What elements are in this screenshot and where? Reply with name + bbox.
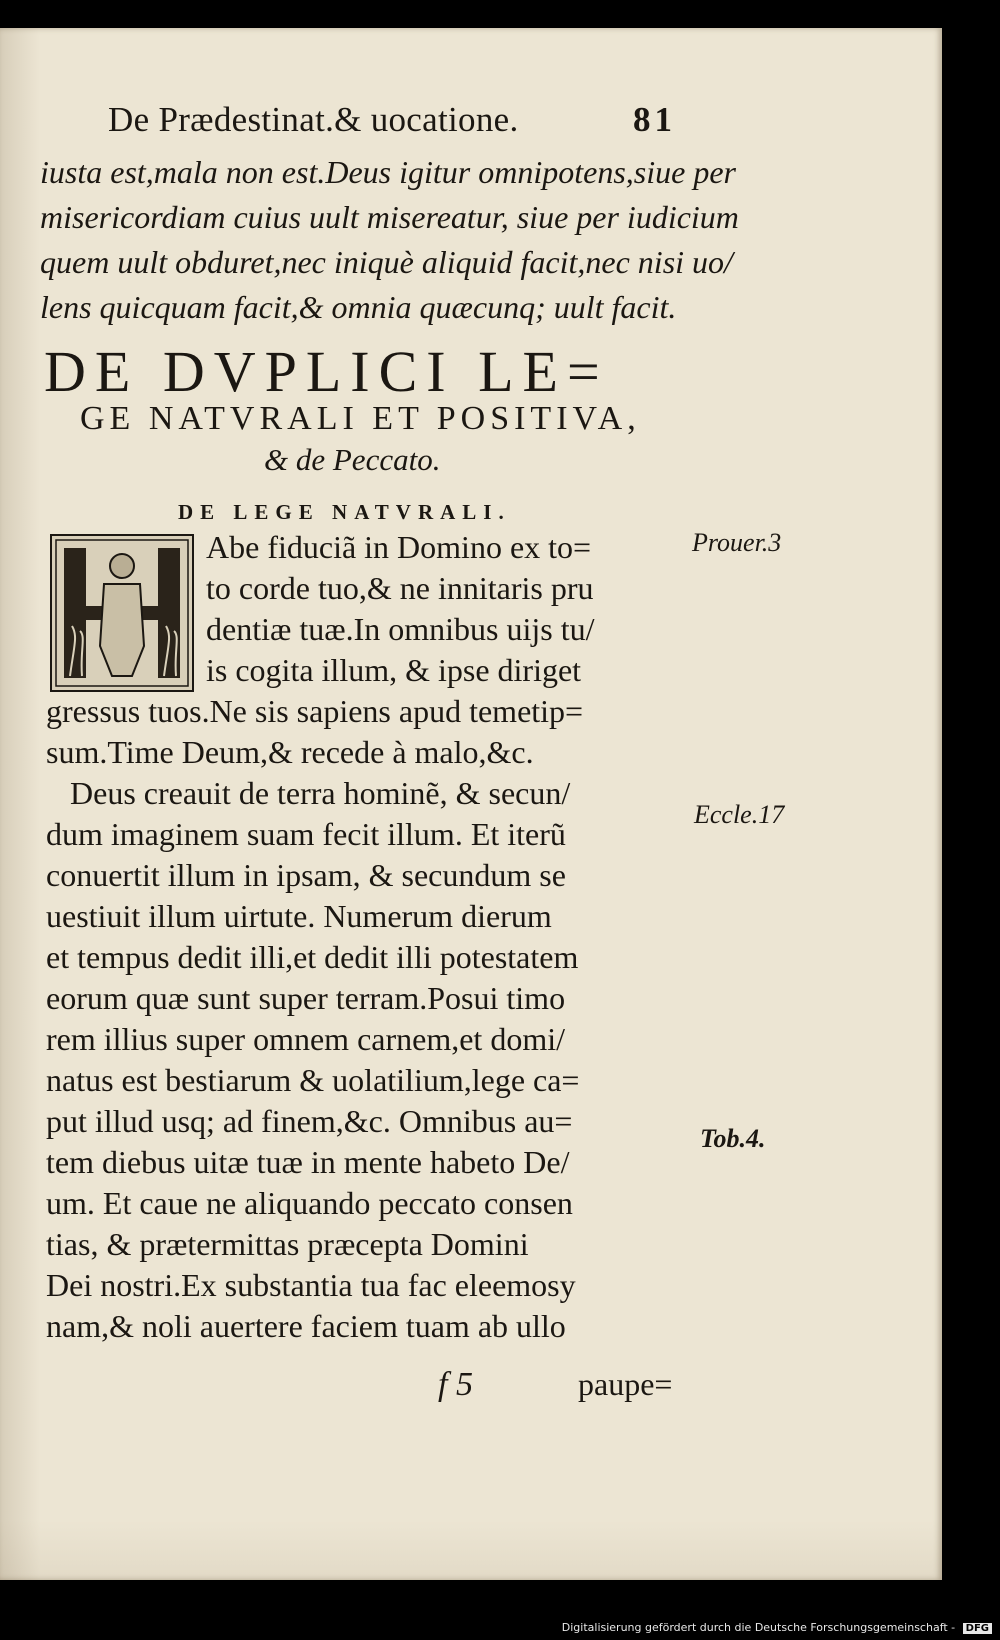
text-line: dum imaginem suam fecit illum. Et iterũ <box>46 816 566 852</box>
text-line: Dei nostri.Ex substantia tua fac eleemosy <box>46 1267 576 1303</box>
intro-paragraph <box>40 150 739 330</box>
chapter-title-line3: & de Peccato. <box>264 442 441 477</box>
text-line: uestiuit illum uirtute. Numerum dierum <box>46 898 552 934</box>
text-line: Abe fiduciã in Domino ex to= <box>206 529 592 565</box>
text-line: to corde tuo,& ne innitaris pru <box>206 570 594 606</box>
digitization-credit <box>562 1621 992 1634</box>
chapter-title-line1: DE DVPLICI LE= <box>44 339 609 404</box>
section-subtitle: DE LEGE NATVRALI. <box>178 500 511 524</box>
catchword: paupe= <box>578 1366 673 1402</box>
text-line: quem uult obduret,nec iniquè aliquid facit,nec nisi uo/ <box>40 244 733 280</box>
text-line: eorum quæ sunt super terram.Posui timo <box>46 980 566 1016</box>
text-line: tias, & prætermittas præcepta Domini <box>46 1226 529 1262</box>
page-number: 81 <box>633 100 676 139</box>
text-line: Deus creauit de terra hominẽ, & secun/ <box>46 775 571 811</box>
text-line: dentiæ tuæ.In omnibus uijs tu/ <box>206 611 595 647</box>
signature-mark: f 5 <box>438 1366 473 1403</box>
text-line: put illud usq; ad finem,&c. Omnibus au= <box>46 1103 573 1139</box>
running-head: De Prædestinat.& uocatione. <box>108 100 519 139</box>
chapter-title-line2: GE NATVRALI ET POSITIVA, <box>80 400 641 437</box>
text-line: natus est bestiarum & uolatilium,lege ca= <box>46 1062 580 1098</box>
body-paragraph <box>46 691 583 1347</box>
woodcut-figure-icon <box>52 536 192 690</box>
text-line: is cogita illum, & ipse diriget <box>206 652 582 688</box>
text-line: iusta est,mala non est.Deus igitur omnipotens,siue per <box>40 154 736 190</box>
digitization-note: Digitalisierung gefördert durch die Deutsche Forschungsgemeinschaft - <box>561 1621 956 1634</box>
drop-cap-paragraph <box>206 527 594 691</box>
text-line: lens quicquam facit,& omnia quæcunq; uult facit. <box>40 289 677 325</box>
text-line: rem illius super omnem carnem,et domi/ <box>46 1021 565 1057</box>
text-line: sum.Time Deum,& recede à malo,&c. <box>46 734 534 770</box>
decorated-initial-h <box>50 534 194 692</box>
margin-note-eccle: Eccle.17 <box>694 800 785 829</box>
text-line: et tempus dedit illi,et dedit illi potestatem <box>46 939 579 975</box>
text-line: tem diebus uitæ tuæ in mente habeto De/ <box>46 1144 570 1180</box>
text-line: misericordiam cuius uult misereatur, siue per iudicium <box>40 199 739 235</box>
margin-note-prouer: Prouer.3 <box>692 528 782 557</box>
dfg-logo-icon: DFG <box>963 1623 992 1634</box>
text-line: gressus tuos.Ne sis sapiens apud temetip= <box>46 693 584 729</box>
text-line: nam,& noli auertere faciem tuam ab ullo <box>46 1308 566 1344</box>
margin-note-tob: Tob.4. <box>700 1124 766 1153</box>
text-line: um. Et caue ne aliquando peccato consen <box>46 1185 573 1221</box>
text-line: conuertit illum in ipsam, & secundum se <box>46 857 566 893</box>
